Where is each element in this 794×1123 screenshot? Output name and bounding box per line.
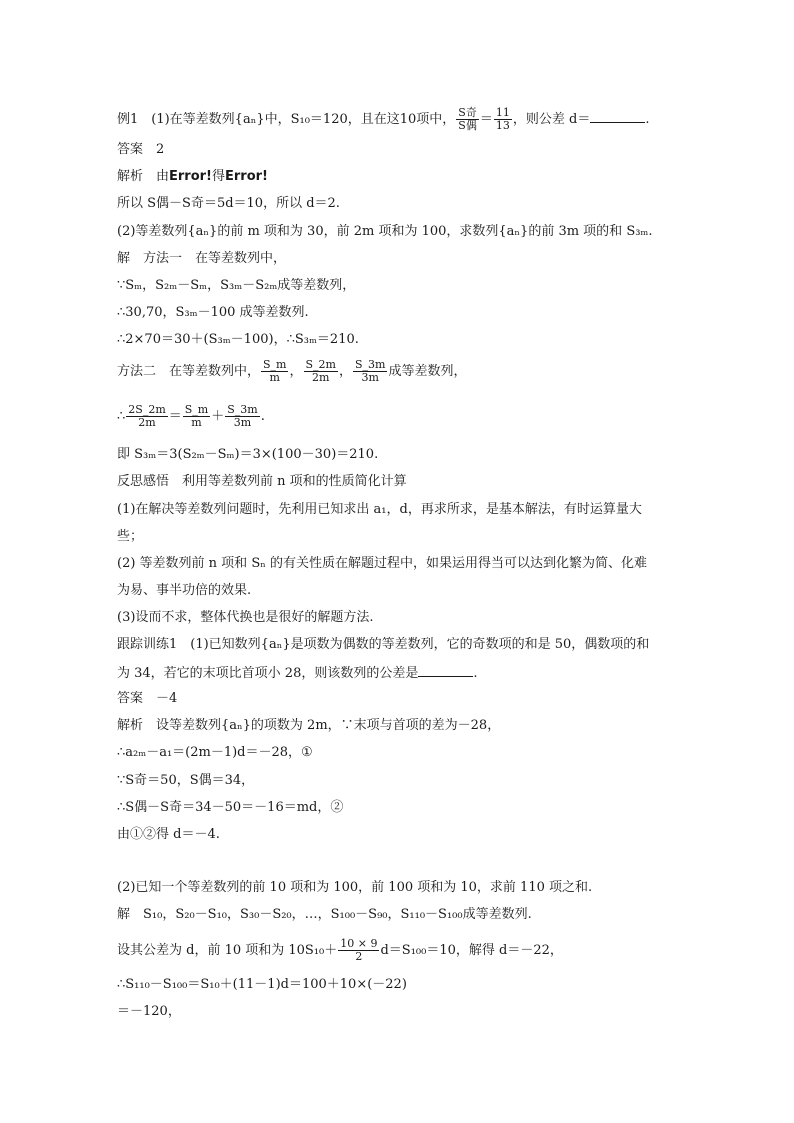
text: 解 方法一 在等差数列中， (117, 251, 287, 266)
text: 即 S₃ₘ＝3(S₂ₘ－Sₘ)＝3×(100－30)＝210. (117, 447, 379, 462)
text-line (117, 800, 343, 816)
text: 由①②得 d＝－4. (117, 827, 220, 842)
text-line (117, 556, 647, 572)
text: 所以 S偶－S奇＝5d＝10，所以 d＝2. (117, 196, 340, 211)
fraction-numerator: S_3m (227, 403, 258, 416)
analysis-line (117, 169, 268, 185)
fraction-s2m-over-2m (304, 359, 338, 384)
question-text-tail: ，则公差 d＝ (512, 112, 591, 127)
text: 方法二 在等差数列中， (117, 364, 261, 379)
equation-line (117, 404, 265, 429)
fraction-11-over-13 (494, 107, 512, 132)
period: . (645, 112, 650, 127)
text: (2)等差数列{aₙ}的前 m 项和为 30，前 2m 项和为 100，求数列{aₙ}的前 3m 项的和 S₃ₘ. (117, 224, 653, 239)
text: ∴30,70，S₃ₘ－100 成等差数列. (117, 305, 309, 320)
fraction-denominator: m (269, 371, 280, 384)
fraction-2s2m-over-2m (126, 404, 167, 429)
fraction-10x9-over-2 (338, 938, 379, 963)
text: ∵S奇＝50，S偶＝34， (117, 773, 255, 788)
text-line (117, 224, 653, 240)
text-line (117, 610, 374, 626)
text: ∴a₂ₘ－a₁＝(2m－1)d＝－28，① (117, 745, 313, 760)
text-line (117, 718, 500, 734)
text: ∴S₁₁₀－S₁₀₀＝S₁₀＋(11－1)d＝100＋10×(－22) (117, 977, 407, 992)
text: 成等差数列， (388, 364, 467, 379)
text-line (117, 529, 143, 545)
text: ∴2×70＝30＋(S₃ₘ－100)，∴S₃ₘ＝210. (117, 332, 359, 347)
text: (2)已知一个等差数列的前 10 项和为 100，前 100 项和为 10，求前 110 项之和. (117, 880, 593, 895)
answer-line (117, 142, 164, 158)
fraction-numerator: 2S_2m (128, 403, 166, 416)
fraction-denominator: S偶 (458, 119, 477, 132)
text: 为易、事半功倍的效果. (117, 583, 252, 598)
text: (2) 等差数列前 n 项和 Sₙ 的有关性质在解题过程中，如果运用得当可以达到化繁为简、化难 (117, 556, 647, 571)
fraction-denominator: 2 (355, 950, 363, 963)
text: 跟踪训练1 (1)已知数列{aₙ}是项数为偶数的等差数列，它的奇数项的和是 50，偶数项的和 (117, 637, 650, 652)
text-line (117, 196, 340, 212)
fraction-numerator: 11 (495, 106, 510, 119)
text: 解析 设等差数列{aₙ}的项数为 2m，∵末项与首项的差为－28， (117, 718, 501, 733)
practice-1-part-2-question (117, 880, 592, 896)
answer-text: 答案 2 (117, 142, 165, 157)
period: . (260, 409, 265, 424)
practice-1-question-cont (117, 664, 478, 682)
comma: ， (289, 364, 303, 379)
text: 反思感悟 利用等差数列前 n 项和的性质简化计算 (117, 474, 407, 489)
fraction-numerator: S奇 (458, 106, 477, 119)
text: ∵Sₘ，S₂ₘ－Sₘ，S₃ₘ－S₂ₘ成等差数列， (117, 278, 356, 293)
text: (1)在解决等差数列问题时，先利用已知求出 a₁，d，再求所求，是基本解法，有时运算量大 (117, 502, 642, 517)
text: ＝－120， (117, 1004, 181, 1019)
text-line (117, 583, 251, 599)
text-line (117, 773, 254, 789)
text-line (117, 907, 532, 923)
fraction-s3m-over-3m (353, 359, 387, 384)
answer-blank (590, 110, 645, 123)
equation-line (117, 938, 563, 963)
fraction-denominator: 3m (361, 371, 379, 384)
fraction-numerator: 10 × 9 (340, 937, 378, 950)
text: 设其公差为 d，前 10 项和为 10S₁₀＋ (117, 943, 338, 958)
text-line (117, 827, 220, 843)
text: 些； (117, 529, 144, 544)
equals-sign: ＝ (479, 112, 493, 127)
text-line (117, 251, 286, 267)
text-line (117, 332, 359, 348)
error-text: Error! (225, 169, 268, 184)
text: 为 34，若它的末项比首项小 28，则该数列的公差是 (117, 666, 419, 681)
fraction-denominator: 2m (312, 371, 330, 384)
fraction-s-odd-over-s-even (456, 107, 479, 132)
therefore-symbol: ∴ (117, 409, 126, 424)
answer-line (117, 691, 177, 707)
fraction-numerator: S_3m (354, 358, 386, 371)
text: ∴S偶－S奇＝34－50＝－16＝md，② (117, 800, 344, 815)
text-line (117, 502, 642, 518)
example-1-part-1-question (117, 107, 649, 132)
text: 解 S₁₀，S₂₀－S₁₀，S₃₀－S₂₀，…，S₁₀₀－S₉₀，S₁₁₀－S₁₀₀成等差数列. (117, 907, 532, 922)
fraction-denominator: 2m (138, 416, 156, 429)
reflection-heading (117, 474, 407, 490)
answer-text: 答案 －4 (117, 691, 178, 706)
text-line (117, 745, 313, 761)
method-two-line (117, 359, 466, 384)
answer-blank (418, 664, 473, 677)
period: . (473, 666, 478, 681)
practice-1-question (117, 637, 649, 653)
equals-sign: ＝ (168, 409, 182, 424)
fraction-s3m-over-3m (225, 404, 259, 429)
fraction-denominator: 3m (233, 416, 252, 429)
text-line (117, 278, 355, 294)
comma: ， (338, 364, 352, 379)
fraction-numerator: S_m (263, 358, 287, 371)
text-line (117, 977, 407, 993)
plus-sign: ＋ (211, 409, 225, 424)
fraction-denominator: 13 (495, 119, 510, 132)
question-text: 例1 (1)在等差数列{aₙ}中，S₁₀＝120，且在这10项中， (117, 112, 456, 127)
fraction-numerator: S_2m (305, 358, 336, 371)
fraction-numerator: S_m (184, 403, 209, 416)
text: (3)设而不求，整体代换也是很好的解题方法. (117, 610, 374, 625)
fraction-sm-over-m (261, 359, 288, 384)
analysis-text: 解析 由 (117, 169, 170, 184)
error-text: Error! (169, 169, 212, 184)
analysis-text: 得 (212, 169, 226, 184)
text: d＝S₁₀₀＝10，解得 d＝－22， (380, 943, 563, 958)
text-line (117, 1004, 181, 1020)
fraction-sm-over-m (183, 404, 210, 429)
text-line (117, 305, 309, 321)
fraction-denominator: m (191, 416, 202, 429)
text-line (117, 447, 378, 463)
